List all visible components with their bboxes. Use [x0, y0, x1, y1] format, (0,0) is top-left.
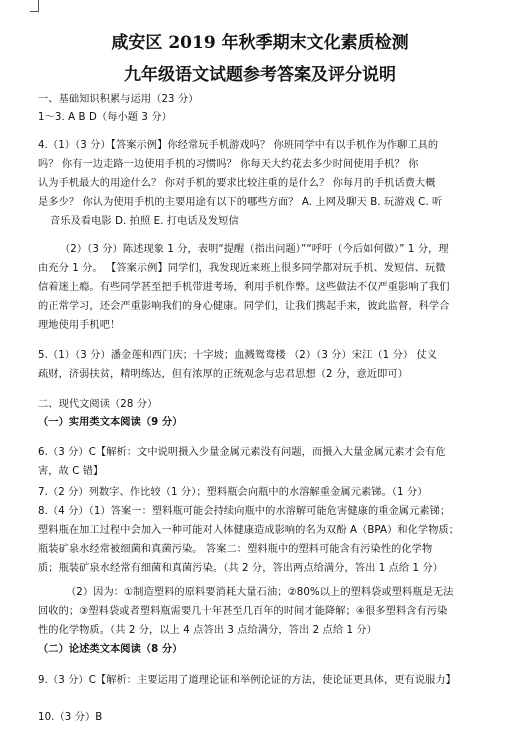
answer-line: 瓶装矿泉水经常被细菌和真菌污染。 答案二：塑料瓶中的塑料可能含有污染性的化学物	[38, 544, 433, 555]
subsection-heading: （一）实用类文本阅读（9 分）	[38, 417, 183, 428]
answer-line: 信着迷上瘾。有些同学甚至把手机带进考场，利用手机作弊。这些做法不仅严重影响了我们	[38, 282, 450, 293]
subsection-heading: （二）论述类文本阅读（8 分）	[38, 644, 183, 655]
answer-line: （2）因为：①制造塑料的原料要消耗大量石油；②80%以上的塑料袋或塑料瓶是无法	[66, 587, 454, 598]
document-title: 咸安区 2019 年秋季期末文化素质检测	[111, 33, 409, 53]
answer-line: 由充分 1 分。 【答案示例】同学们，我发现近来班上很多同学都对玩手机、发短信、玩微	[38, 263, 446, 274]
answer-line: 性的化学物质。（共 2 分，以上 4 点答出 3 点给满分，答出 2 点给 1 分）	[38, 625, 377, 636]
section-heading: 一、基础知识积累与运用（23 分）	[38, 94, 199, 105]
answer-line: 害，故 C 错】	[38, 466, 104, 477]
section-heading: 二、现代文阅读（28 分）	[38, 399, 158, 410]
answer-line: 理地使用手机吧！	[38, 320, 121, 331]
answer-line: 1～3. A B D（每小题 3 分）	[38, 112, 172, 123]
answer-line: 吗？ 你有一边走路一边使用手机的习惯吗？ 你每天大约花去多少时间使用手机？ 你	[38, 159, 419, 170]
answer-line: 是多少？ 你认为使用手机的主要用途有以下的哪些方面？ A. 上网及聊天 B. 玩游戏 C. 听	[38, 197, 443, 208]
document-subtitle: 九年级语文试题参考答案及评分说明	[124, 65, 396, 85]
crop-mark	[30, 11, 39, 12]
answer-line: 质；瓶装矿泉水经常有细菌和真菌污染。（共 2 分，答出两点给满分，答出 1 点给 1 分）	[38, 563, 444, 574]
answer-line: 4.（1）（3 分）【答案示例】你经常玩手机游戏吗？ 你班同学中有以手机作为作聊工具的	[38, 140, 439, 151]
answer-line: 9.（3 分）C【解析：主要运用了道理论证和举例论证的方法，使论证更具体，更有说服力】	[38, 675, 456, 686]
answer-line: 认为手机最大的用途什么？ 你对手机的要求比较注重的是什么？ 你每月的手机话费大概	[38, 178, 436, 189]
answer-line: 音乐及看电影 D. 拍照 E. 打电话及发短信	[50, 216, 239, 227]
answer-line: 6.（3 分）C【解析：文中说明摄入少量金属元素没有问题，而摄入大量金属元素才会有危	[38, 447, 446, 458]
answer-line: 的正常学习，还会严重影响我们的身心健康。同学们，让我们携起手来，彼此监督，科学合	[38, 301, 450, 312]
answer-line: 10.（3 分）B	[38, 712, 103, 723]
answer-line: 疏财，济弱扶贫，精明练达，但有浓厚的正统观念与忠君思想（2 分，意近即可）	[38, 369, 408, 380]
answer-line: 8.（4 分）（1）答案一：塑料瓶可能会持续向瓶中的水溶解可能危害健康的重金属元素锑；	[38, 506, 451, 517]
answer-line: 5.（1）（3 分）潘金莲和西门庆；十字坡；血溅鸳鸯楼 （2）（3 分）宋江（1 分） 仗义	[38, 350, 438, 361]
answer-line: 回收的；③塑料袋或者塑料瓶需要几十年甚至几百年的时间才能降解；④很多塑料含有污染	[38, 606, 448, 617]
answer-line: 7.（2 分）列数字、作比较（1 分）；塑料瓶会向瓶中的水溶解重金属元素锑。（1 分）	[38, 487, 428, 498]
answer-line: （2）（3 分）陈述现象 1 分，表明“提醒（指出问题）”“呼吁（今后如何做）” 1 分，理	[60, 244, 449, 255]
answer-line: 塑料瓶在加工过程中会加入一种可能对人体健康造成影响的名为双酚 A（BPA）和化学物质；	[38, 525, 460, 536]
